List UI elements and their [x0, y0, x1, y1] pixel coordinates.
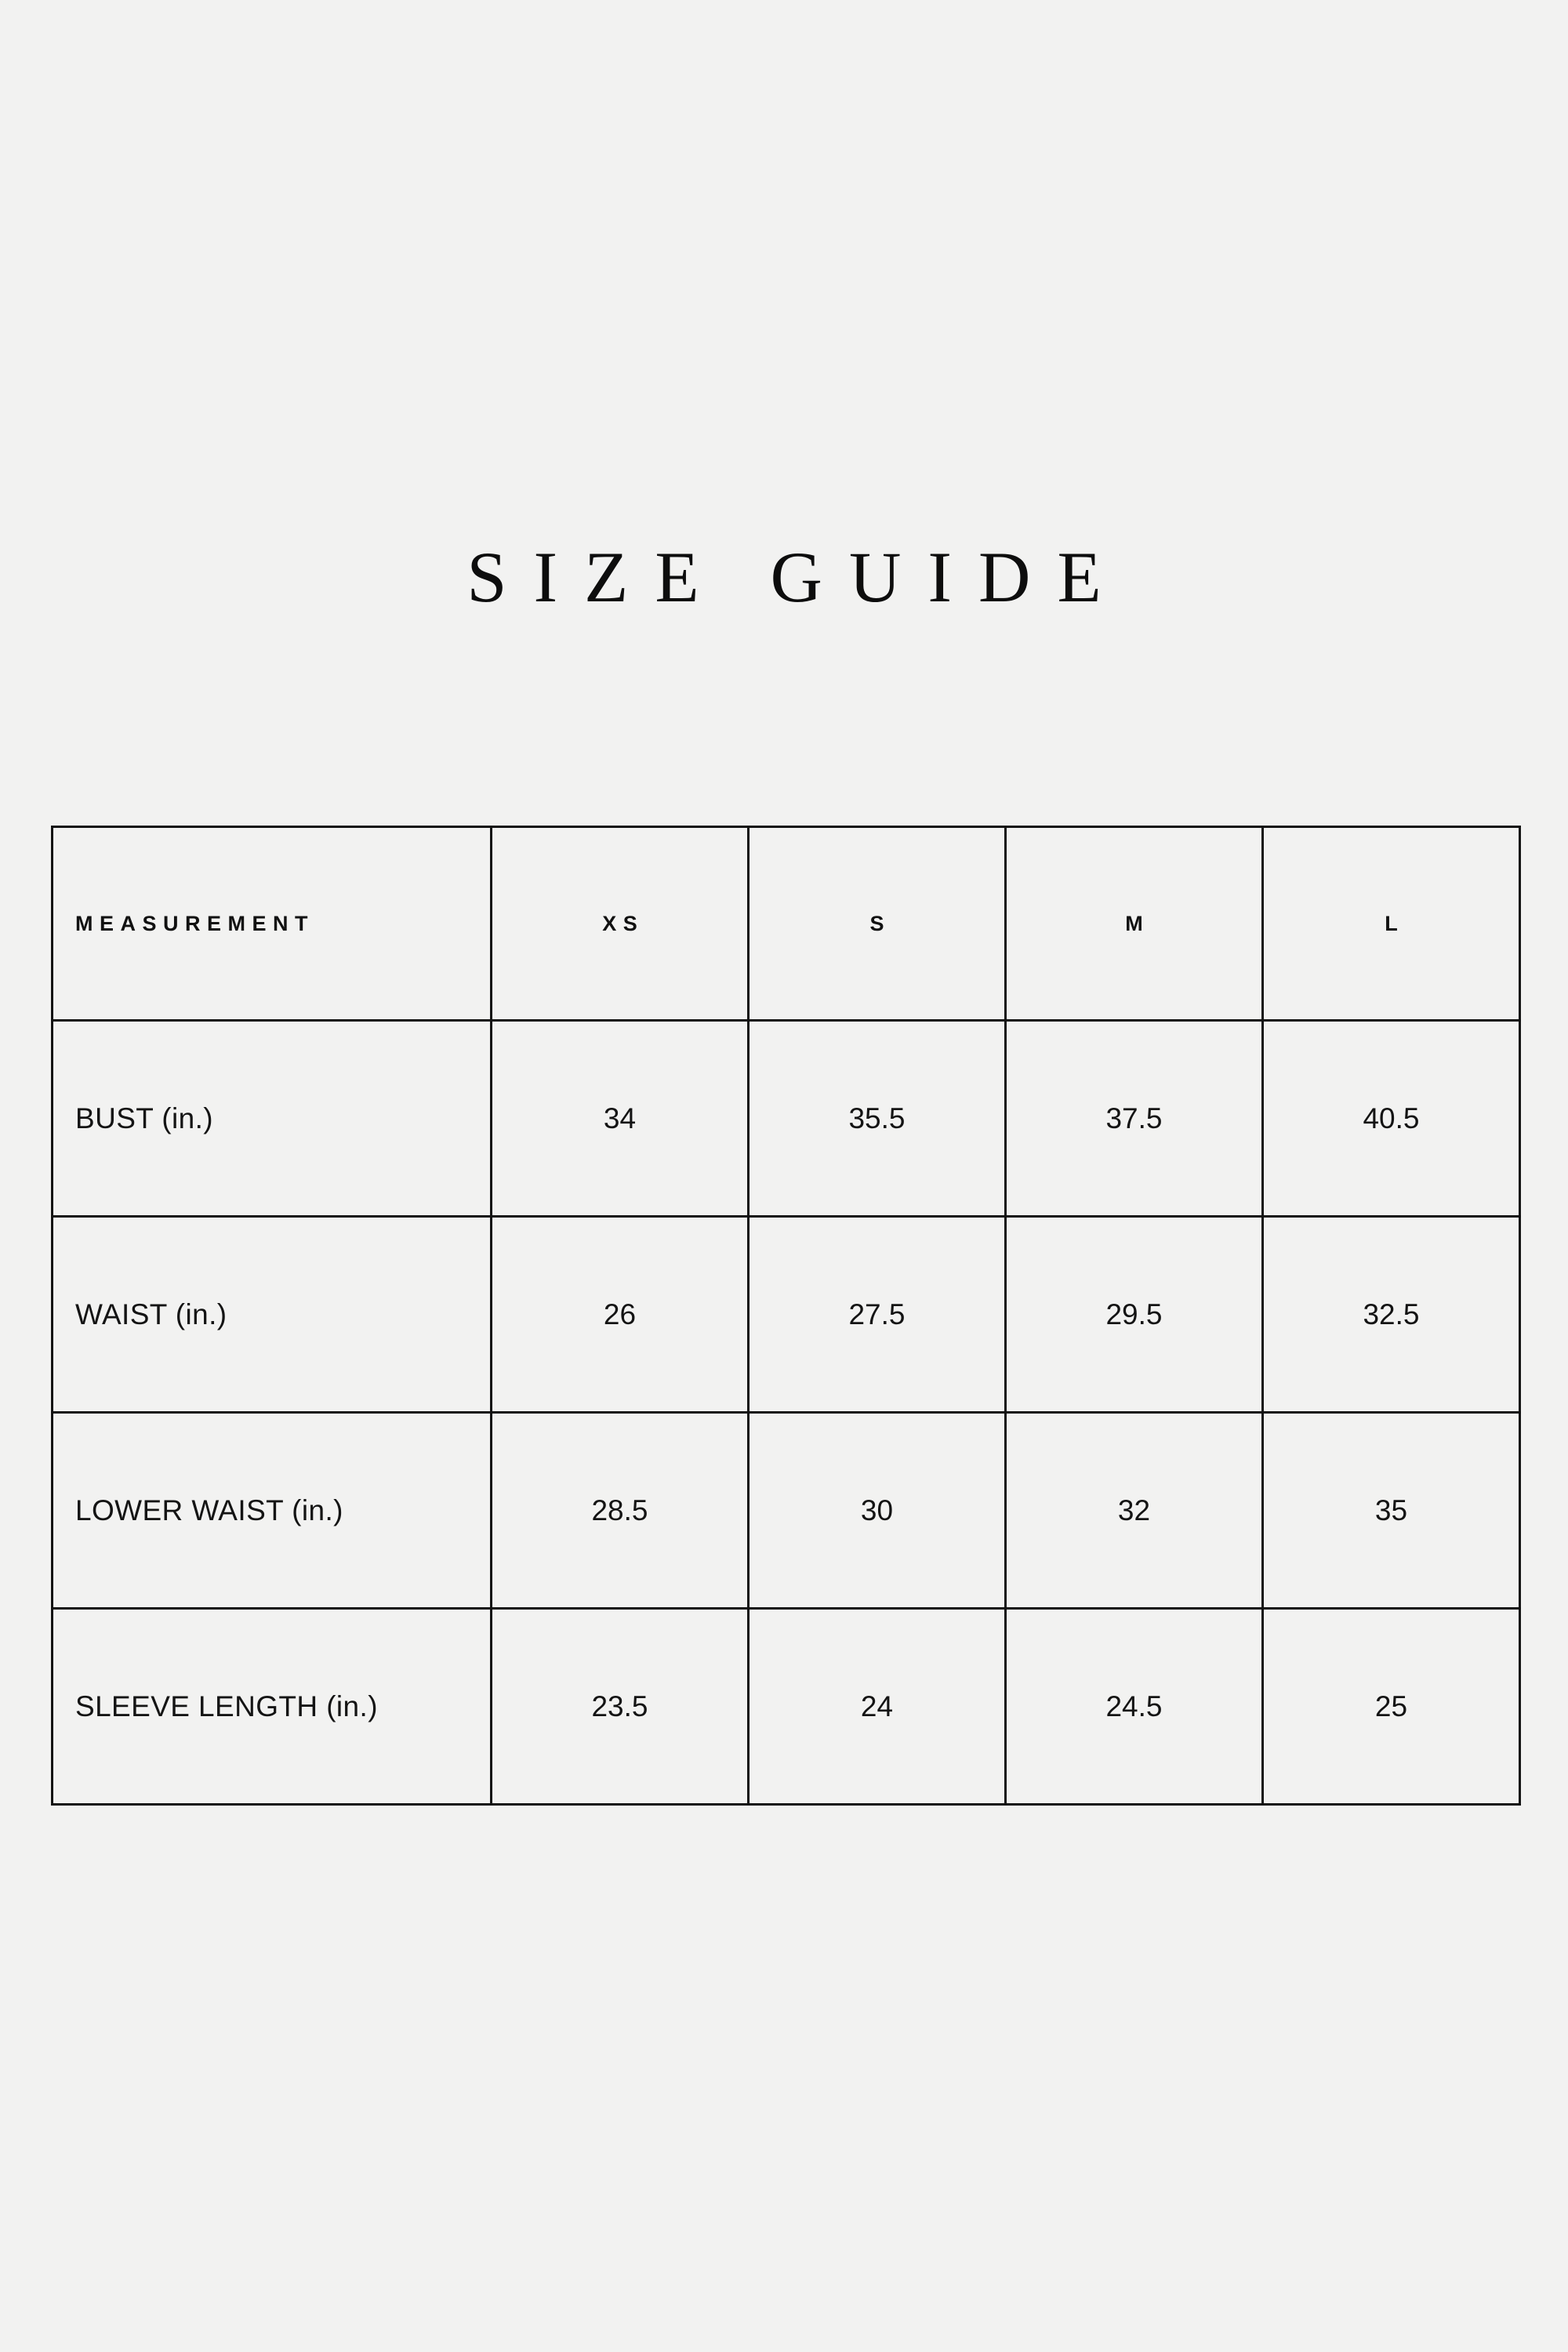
column-header-xs: XS — [492, 827, 749, 1021]
table-row — [53, 1217, 1520, 1413]
table-row — [53, 1609, 1520, 1805]
cell-sleeve-length-m: 24.5 — [1006, 1609, 1263, 1805]
cell-bust-xs: 34 — [492, 1021, 749, 1217]
row-label-lower-waist: LOWER WAIST (in.) — [53, 1413, 492, 1609]
cell-bust-s: 35.5 — [749, 1021, 1006, 1217]
cell-waist-l: 32.5 — [1263, 1217, 1520, 1413]
cell-sleeve-length-xs: 23.5 — [492, 1609, 749, 1805]
cell-lower-waist-xs: 28.5 — [492, 1413, 749, 1609]
cell-lower-waist-m: 32 — [1006, 1413, 1263, 1609]
cell-sleeve-length-s: 24 — [749, 1609, 1006, 1805]
cell-bust-m: 37.5 — [1006, 1021, 1263, 1217]
cell-waist-xs: 26 — [492, 1217, 749, 1413]
table-row — [53, 1021, 1520, 1217]
cell-bust-l: 40.5 — [1263, 1021, 1520, 1217]
column-header-measurement: MEASUREMENT — [53, 827, 492, 1021]
table-header — [53, 827, 1520, 1021]
table-row — [53, 1413, 1520, 1609]
column-header-l: L — [1263, 827, 1520, 1021]
page-title: SIZE GUIDE — [466, 537, 1128, 617]
row-label-bust: BUST (in.) — [53, 1021, 492, 1217]
column-header-m: M — [1006, 827, 1263, 1021]
cell-lower-waist-s: 30 — [749, 1413, 1006, 1609]
row-label-sleeve-length: SLEEVE LENGTH (in.) — [53, 1609, 492, 1805]
row-label-waist: WAIST (in.) — [53, 1217, 492, 1413]
cell-waist-s: 27.5 — [749, 1217, 1006, 1413]
cell-lower-waist-l: 35 — [1263, 1413, 1520, 1609]
cell-sleeve-length-l: 25 — [1263, 1609, 1520, 1805]
size-table-container — [51, 826, 1519, 1806]
column-header-s: S — [749, 827, 1006, 1021]
table-header-row — [53, 827, 1520, 1021]
size-guide-table — [51, 826, 1521, 1806]
cell-waist-m: 29.5 — [1006, 1217, 1263, 1413]
table-body — [53, 1021, 1520, 1805]
